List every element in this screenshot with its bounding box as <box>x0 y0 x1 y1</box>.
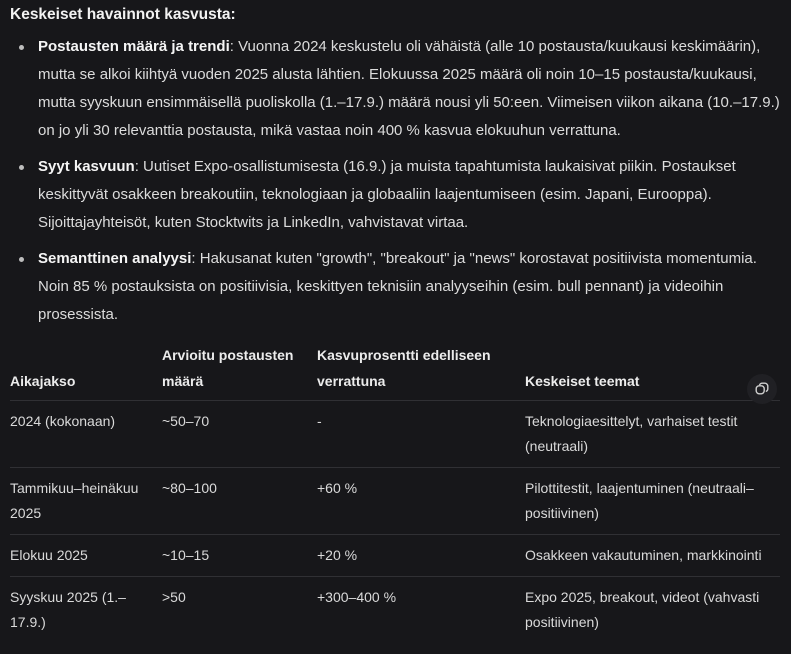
table-cell: ~10–15 <box>162 547 210 563</box>
table-cell: +300–400 % <box>317 589 397 605</box>
table-cell: Teknologiaesittelyt, varhaiset testit (neutraali) <box>525 413 738 454</box>
bullet-dot <box>19 45 24 50</box>
column-header: Arvioitu postausten määrä <box>162 347 294 389</box>
column-header: Aikajakso <box>10 373 76 389</box>
table-row <box>10 468 780 535</box>
table-cell: +60 % <box>317 480 358 496</box>
table-cell: >50 <box>162 589 186 605</box>
findings-list <box>10 33 791 329</box>
list-item <box>10 153 791 237</box>
copy-table-button[interactable] <box>747 374 777 404</box>
bullet-dot <box>19 165 24 170</box>
bullet-text: : Uutiset Expo-osallistumisesta (16.9.) ja muista tapahtumista laukaisivat piikin. Postaukset keskittyvät osakkeen breakoutiin, teknologiaan ja globaaliin laajentumiseen (esim. Japani, Eurooppa). Sijoittajayhteisöt, kuten Stocktwits ja LinkedIn, vahvistavat virtaa. <box>38 158 736 231</box>
table-cell: Osakkeen vakautuminen, markkinointi <box>525 547 762 563</box>
table-cell: Elokuu 2025 <box>10 547 88 563</box>
bullet-title: Postausten määrä ja trendi <box>38 38 230 55</box>
list-item <box>10 245 791 329</box>
table-row <box>10 401 780 468</box>
table-header-row <box>10 338 780 401</box>
bullet-title: Semanttinen analyysi <box>38 250 192 267</box>
table-cell: Tammikuu–heinäkuu 2025 <box>10 480 139 521</box>
growth-table <box>10 338 780 643</box>
table-cell: +20 % <box>317 547 358 563</box>
table-cell: - <box>317 413 322 429</box>
table-row <box>10 577 780 644</box>
column-header: Kasvuprosentti edelliseen verrattuna <box>317 347 491 389</box>
table-cell: 2024 (kokonaan) <box>10 413 116 429</box>
bullet-title: Syyt kasvuun <box>38 158 135 175</box>
table-cell: Syyskuu 2025 (1.–17.9.) <box>10 589 126 630</box>
list-item <box>10 33 791 145</box>
bullet-dot <box>19 257 24 262</box>
table-cell: Expo 2025, breakout, videot (vahvasti positiivinen) <box>525 589 760 630</box>
column-header: Keskeiset teemat <box>525 373 640 389</box>
table-cell: Pilottitestit, laajentuminen (neutraali–positiivinen) <box>525 480 754 521</box>
bullet-text: : Hakusanat kuten "growth", "breakout" ja "news" korostavat positiivista momentumia. Noin 85 % postauksista on positiivisia, keskittyen teknisiin analyyseihin (esim. bull pennant) ja videoihin prosessista. <box>38 250 757 323</box>
table-cell: ~50–70 <box>162 413 210 429</box>
bullet-text: : Vuonna 2024 keskustelu oli vähäistä (alle 10 postausta/kuukausi keskimäärin), mutta se alkoi kiihtyä vuoden 2025 alusta lähtien. Elokuussa 2025 määrä oli noin 10–15 postausta/kuukausi, mutta syyskuun ensimmäisellä puoliskolla (1.–17.9.) määrä nousi yli 50:een. Viimeisen viikon aikana (10.–17.9.) on jo yli 30 relevanttia postausta, mikä vastaa noin 400 % kasvua elokuuhun verrattuna. <box>38 38 780 139</box>
copy-icon <box>755 382 769 396</box>
table-cell: ~80–100 <box>162 480 217 496</box>
section-heading: Keskeiset havainnot kasvusta: <box>10 6 236 23</box>
table-row <box>10 535 780 577</box>
